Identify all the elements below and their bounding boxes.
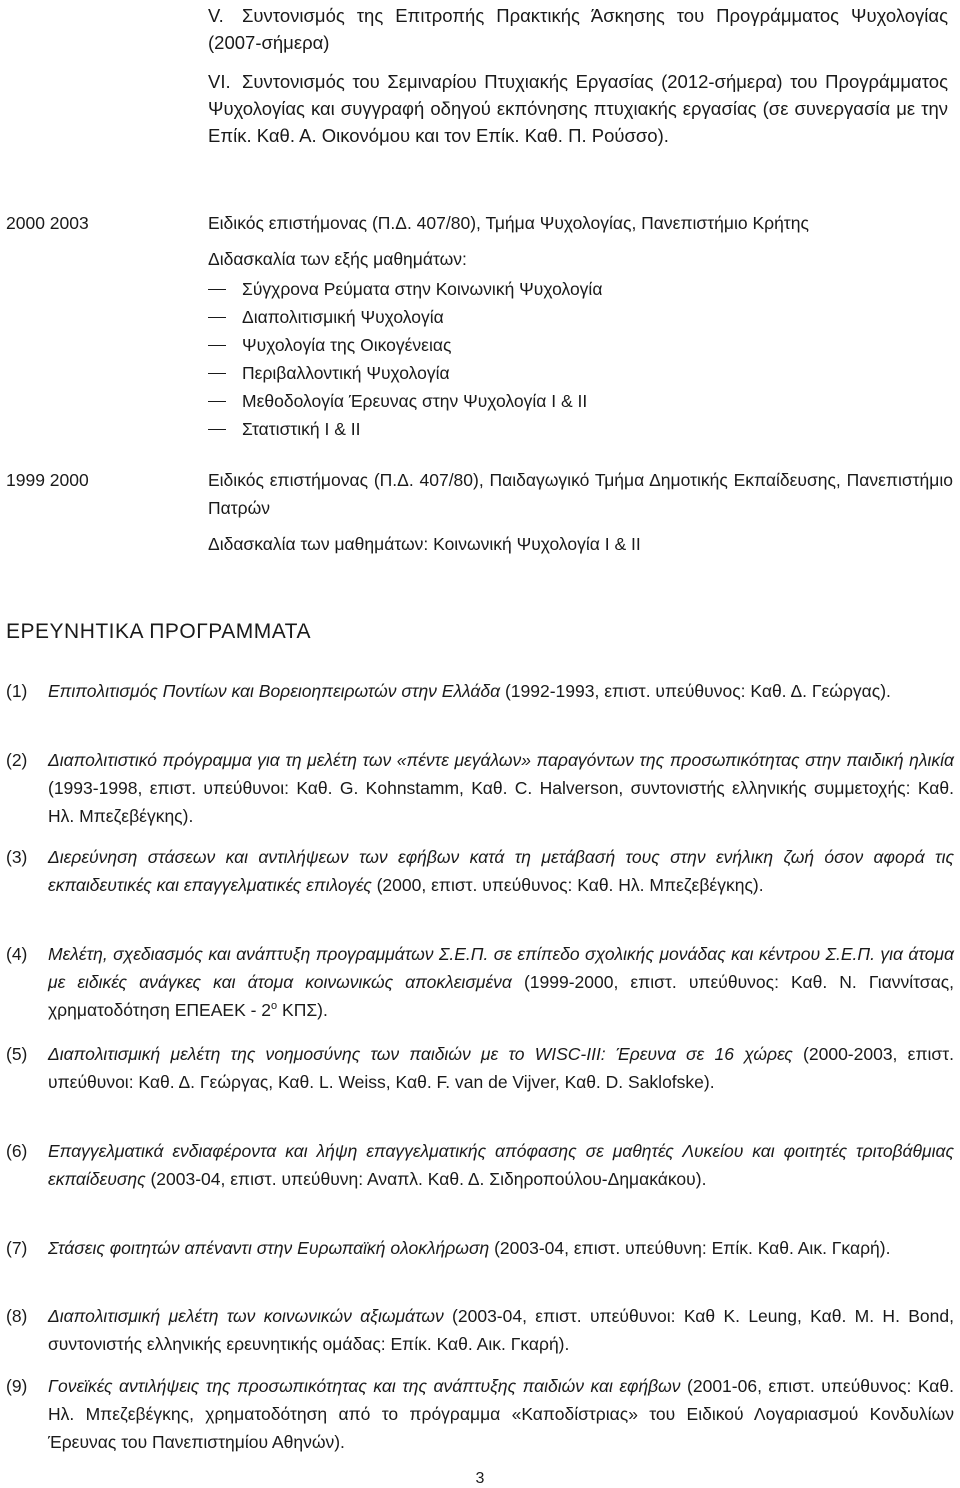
course-item: Ψυχολογία της Οικογένειας: [208, 331, 953, 359]
courses-list: [208, 275, 953, 443]
dash-bullet: [208, 429, 226, 430]
dash-bullet: [208, 401, 226, 402]
section-title: ΕΡΕΥΝΗΤΙΚΑ ΠΡΟΓΡΑΜΜΑΤΑ: [6, 620, 311, 643]
roman-item-label: VI.: [208, 71, 231, 92]
project-item: (2) Διαπολιτιστικό πρόγραμμα για τη μελέτη των «πέντε μεγάλων» παραγόντων της προσωπικότητας στην παιδική ηλικία (1993-1998, επιστ. υπεύθυνοι: Καθ. G. Kohnstamm, Καθ. C. Halverson, συντονιστής ελληνικής συμμετοχής: Καθ. Ηλ. Μπεζεβέγκης).: [6, 750, 954, 826]
project-item: (5) Διαπολιτισμική μελέτη της νοημοσύνης των παιδιών με το WISC-III: Έρευνα σε 16 χώρες (2000-2003, επιστ. υπεύθυνοι: Καθ. Δ. Γεώργας, Καθ. L. Weiss, Καθ. F. van de Vijver, Καθ. D. Saklofske).: [6, 1044, 954, 1092]
entry-body-2000-2003: [208, 209, 953, 443]
roman-item-text: Συντονισμός του Σεμιναρίου Πτυχιακής Εργασίας (2012-σήμερα) του Προγράμματος Ψυχολογίας και συγγραφή οδηγού εκπόνησης πτυχιακής εργασίας (σε συνεργασία με την Επίκ. Καθ. Α. Οικονόμου και τον Επίκ. Καθ. Π. Ρούσσο).: [208, 71, 948, 146]
project-item: (8) Διαπολιτισμική μελέτη των κοινωνικών αξιωμάτων (2003-04, επιστ. υπεύθυνοι: Καθ K. Leung, Καθ. M. H. Bond, συντονιστής ελληνικής ερευνητικής ομάδας: Επίκ. Καθ. Αικ. Γκαρή).: [6, 1306, 954, 1354]
course-item: Μεθοδολογία Έρευνας στην Ψυχολογία Ι & ΙΙ: [208, 387, 953, 415]
course-item: Σύγχρονα Ρεύματα στην Κοινωνική Ψυχολογία: [208, 275, 953, 303]
project-item: (9) Γονεϊκές αντιλήψεις της προσωπικότητας και της ανάπτυξης παιδιών και εφήβων (2001-06, επιστ. υπεύθυνος: Καθ. Ηλ. Μπεζεβέγκης, χρηματοδότηση από το πρόγραμμα «Καποδίστριας» του Ειδικού Λογαριασμού Κονδυλίων Έρευνας του Πανεπιστημίου Αθηνών).: [6, 1376, 954, 1452]
course-item: Περιβαλλοντική Ψυχολογία: [208, 359, 953, 387]
courses-intro: Διδασκαλία των εξής μαθημάτων:: [208, 249, 467, 269]
roman-item-vi: [208, 68, 948, 149]
entry-years-2000-2003: 2000 2003: [6, 213, 89, 233]
entry-teaching: Διδασκαλία των μαθημάτων: Κοινωνική Ψυχολογία Ι & ΙΙ: [208, 534, 641, 554]
course-item: Στατιστική Ι & ΙΙ: [208, 415, 953, 443]
project-item: (3) Διερεύνηση στάσεων και αντιλήψεων των εφήβων κατά τη μετάβασή τους στην ενήλικη ζωή όσον αφορά τις εκπαιδευτικές και επαγγελματικές επιλογές (2000, επιστ. υπεύθυνος: Καθ. Ηλ. Μπεζεβέγκης).: [6, 847, 954, 895]
project-item: (6) Επαγγελματικά ενδιαφέροντα και λήψη επαγγελματικής απόφασης σε μαθητές Λυκείου και φοιτητές τριτοβάθμιας εκπαίδευσης (2003-04, επιστ. υπεύθυνη: Αναπλ. Καθ. Δ. Σιδηροπούλου-Δημακάκου).: [6, 1141, 954, 1189]
project-item: (4) Μελέτη, σχεδιασμός και ανάπτυξη προγραμμάτων Σ.Ε.Π. σε επίπεδο σχολικής μονάδας και κέντρου Σ.Ε.Π. για άτομα με ειδικές ανάγκες και άτομα κοινωνικώς αποκλεισμένα (1999-2000, επιστ. υπεύθυνος: Καθ. Ν. Γιαννίτσας, χρηματοδότηση ΕΠΕΑΕΚ - $2^o$ ΚΠΣ).: [6, 944, 954, 1020]
roman-item-text: Συντονισμός της Επιτροπής Πρακτικής Άσκησης του Προγράμματος Ψυχολογίας (2007-σήμερα): [208, 5, 948, 53]
dash-bullet: [208, 373, 226, 374]
page-number: 3: [475, 1470, 485, 1487]
roman-item-label: V.: [208, 5, 224, 26]
dash-bullet: [208, 345, 226, 346]
roman-item-v: [208, 2, 948, 56]
course-item: Διαπολιτισμική Ψυχολογία: [208, 303, 953, 331]
entry-position: Ειδικός επιστήμονας (Π.Δ. 407/80), Παιδαγωγικό Τμήμα Δημοτικής Εκπαίδευσης, Πανεπιστήμιο Πατρών: [208, 470, 953, 518]
dash-bullet: [208, 317, 226, 318]
entry-years-1999-2000: 1999 2000: [6, 470, 89, 490]
project-item: (1) Επιπολιτισμός Ποντίων και Βορειοηπειρωτών στην Ελλάδα (1992-1993, επιστ. υπεύθυνος: Καθ. Δ. Γεώργας).: [6, 681, 891, 701]
entry-position: Ειδικός επιστήμονας (Π.Δ. 407/80), Τμήμα Ψυχολογίας, Πανεπιστήμιο Κρήτης: [208, 213, 809, 233]
project-item: (7) Στάσεις φοιτητών απέναντι στην Ευρωπαϊκή ολοκλήρωση (2003-04, επιστ. υπεύθυνη: Επίκ. Καθ. Αικ. Γκαρή).: [6, 1238, 891, 1258]
entry-body-1999-2000: [208, 466, 953, 558]
dash-bullet: [208, 289, 226, 290]
